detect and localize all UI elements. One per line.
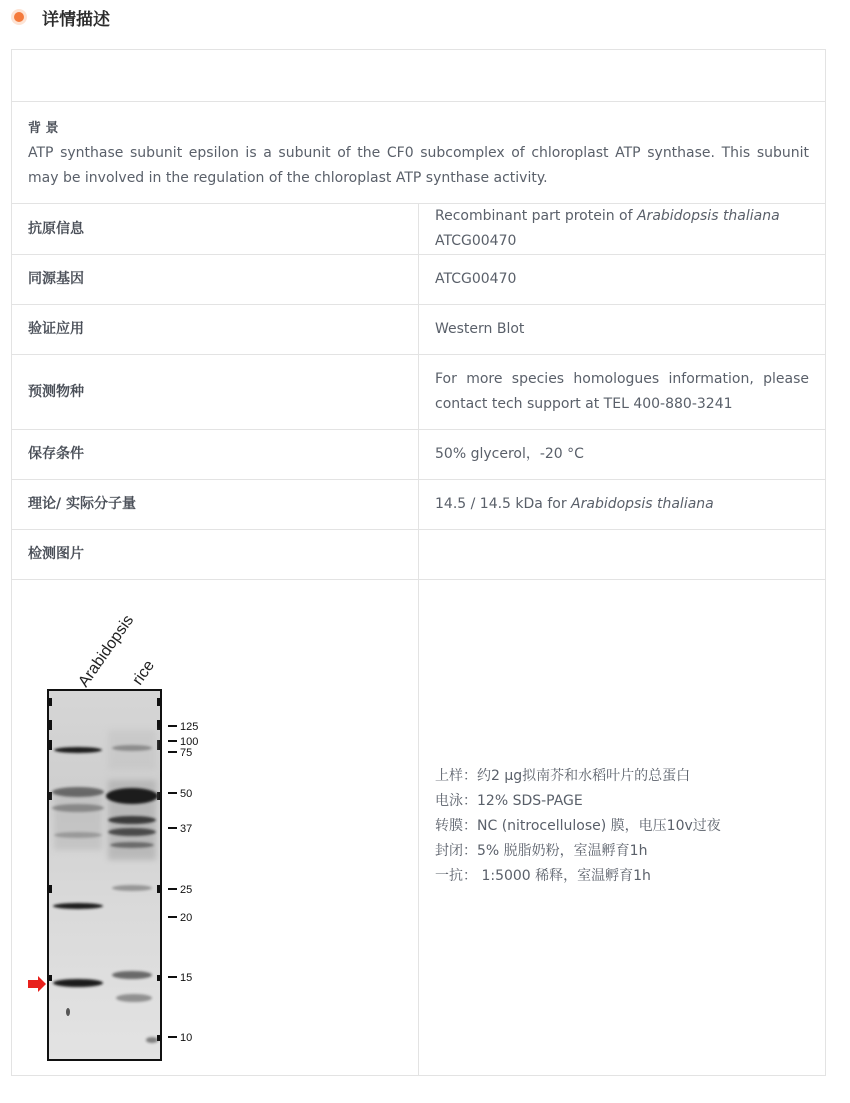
empty-cell	[12, 50, 826, 102]
bullet-dot-icon	[14, 12, 24, 22]
notes-cell	[419, 580, 826, 1076]
background-row	[12, 102, 826, 204]
spec-table	[11, 49, 826, 1076]
species-value: For more species homologues information, please contact tech support at TEL 400-880-3241	[419, 355, 826, 430]
background-label: 背 景	[28, 121, 59, 136]
species-row	[12, 355, 826, 430]
marker-label: 20	[180, 912, 193, 924]
marker-label: 37	[180, 823, 193, 835]
mw-value	[419, 480, 826, 530]
note-loading: 上样：约2 μg拟南芥和水稻叶片的总蛋白	[435, 768, 691, 784]
section-header	[12, 4, 110, 30]
antigen-row	[12, 204, 826, 255]
marker-label: 50	[180, 788, 193, 800]
marker-label: 25	[180, 884, 193, 896]
antigen-value	[419, 204, 826, 255]
application-value: Western Blot	[419, 305, 826, 355]
homolog-value: ATCG00470	[419, 255, 826, 305]
section-title: 详情描述	[42, 9, 110, 30]
note-electrophoresis: 电泳：12% SDS-PAGE	[435, 793, 583, 809]
antigen-label: 抗原信息	[12, 204, 419, 255]
blot-row	[12, 580, 826, 1076]
application-label: 验证应用	[12, 305, 419, 355]
mw-species: Arabidopsis thaliana	[571, 496, 714, 512]
empty-row	[12, 50, 826, 102]
background-cell	[12, 102, 826, 204]
note-primary-antibody: 一抗： 1:5000 稀释，室温孵育1h	[435, 868, 651, 884]
antigen-prefix: Recombinant part protein of	[435, 208, 637, 224]
marker-ticks	[168, 726, 177, 1037]
mw-row	[12, 480, 826, 530]
blot-cell	[12, 580, 419, 1076]
marker-label: 15	[180, 972, 193, 984]
note-transfer: 转膜：NC (nitrocellulose) 膜，电压10v过夜	[435, 818, 721, 834]
lane-label-arabidopsis: Arabidopsis	[75, 612, 138, 691]
images-value	[419, 530, 826, 580]
antigen-species: Arabidopsis thaliana	[636, 208, 780, 224]
storage-row	[12, 430, 826, 480]
images-label: 检测图片	[12, 530, 419, 580]
marker-label: 100	[180, 736, 199, 748]
species-label: 预测物种	[12, 355, 419, 430]
note-blocking: 封闭：5% 脱脂奶粉，室温孵育1h	[435, 843, 648, 859]
images-row	[12, 530, 826, 580]
marker-label: 125	[180, 721, 199, 733]
marker-label: 10	[180, 1032, 193, 1044]
homolog-label: 同源基因	[12, 255, 419, 305]
band-arrow-icon	[28, 976, 46, 992]
homolog-row	[12, 255, 826, 305]
storage-value: 50% glycerol，-20 °C	[419, 430, 826, 480]
lane-label-rice: rice	[129, 657, 159, 689]
mw-label: 理论/ 实际分子量	[12, 480, 419, 530]
antigen-suffix: ATCG00470	[435, 233, 517, 249]
application-row	[12, 305, 826, 355]
western-blot-image	[12, 580, 290, 1075]
marker-label: 75	[180, 747, 193, 759]
background-text: ATP synthase subunit epsilon is a subunit of the CF0 subcomplex of chloroplast ATP synthase. This subunit may be involved in the regulation of the chloroplast ATP synthase activity.	[28, 145, 809, 186]
storage-label: 保存条件	[12, 430, 419, 480]
mw-prefix: 14.5 / 14.5 kDa for	[435, 496, 572, 512]
